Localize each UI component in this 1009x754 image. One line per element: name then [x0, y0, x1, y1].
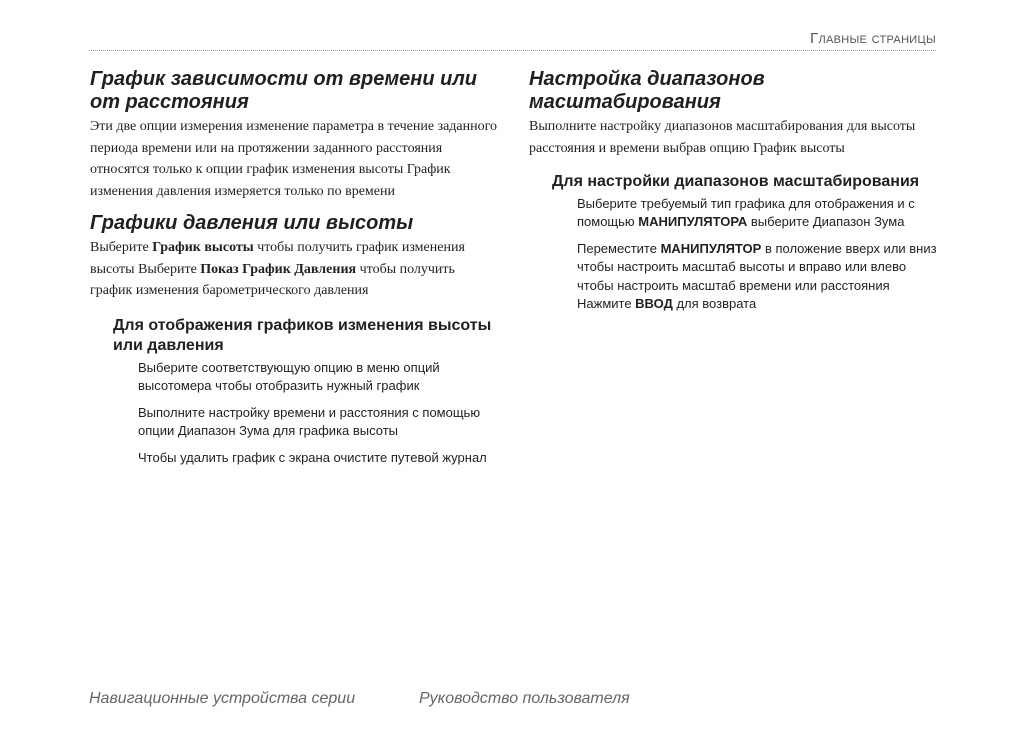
- text-run: Переместите: [577, 240, 661, 256]
- section-body-time-distance-graph: Эти две опции измерения изменение параметра в течение заданного периода времени или на протяжении заданного расстояния относятся только к опции график изменения высоты График изменения давления измеряется только по времени: [90, 119, 498, 199]
- section-body-zoom-ranges: Выполните настройку диапазонов масштабирования для высоты расстояния и времени выбрав опцию График высоты: [529, 119, 916, 156]
- procedure-step: [577, 240, 944, 314]
- section-title-pressure-altitude-graphs: Графики давления или высоты: [90, 212, 414, 234]
- header-divider: [89, 50, 936, 51]
- right-column: [529, 68, 944, 322]
- section-body-pressure-altitude-graphs: [90, 237, 500, 302]
- text-run: выберите Диапазон Зума: [747, 214, 905, 229]
- procedure-title-display-graphs: Для отображения графиков изменения высоты или давления: [113, 316, 492, 354]
- left-column: [90, 68, 500, 475]
- procedure-step: Выполните настройку времени и расстояния с помощью опции Диапазон Зума для графика высоты: [138, 404, 481, 438]
- bold-term-altitude-graph: График высоты: [152, 240, 254, 255]
- text-run: в положение вверх или вниз чтобы настроить масштаб высоты и вправо или влево чтобы настроить масштаб времени или расстояния Нажмите: [577, 240, 937, 311]
- bold-term-show-pressure-graph: Показ График Давления: [200, 261, 357, 277]
- text-run: Выберите требуемый тип графика для отображения и с помощью: [577, 195, 915, 229]
- section-title-time-distance-graph: График зависимости от времени или от расстояния: [90, 68, 478, 113]
- procedure-steps-display-graphs: [138, 359, 500, 468]
- text-run: чтобы получить график изменения барометрического давления: [90, 261, 455, 298]
- procedure-step: Выберите соответствующую опцию в меню опций высотомера чтобы отобразить нужный график: [138, 359, 440, 393]
- running-header: Главные страницы: [810, 30, 936, 47]
- footer-user-manual: Руководство пользователя: [419, 690, 630, 707]
- procedure-step: [577, 195, 944, 232]
- procedure-title-zoom-ranges: Для настройки диапазонов масштабирования: [552, 173, 920, 190]
- text-run: для возврата: [672, 296, 757, 311]
- bold-term-joystick: МАНИПУЛЯТОР: [660, 240, 762, 256]
- section-title-zoom-ranges: Настройка диапазонов масштабирования: [529, 68, 765, 113]
- procedure-step: Чтобы удалить график с экрана очистите путевой журнал: [138, 449, 487, 465]
- bold-term-enter: ВВОД: [635, 296, 673, 311]
- procedure-steps-zoom-ranges: [577, 195, 944, 314]
- text-run: чтобы получить график изменения высоты Выберите: [90, 240, 465, 277]
- footer-device-series: Навигационные устройства серии: [89, 690, 356, 707]
- text-run: Выберите: [90, 240, 153, 255]
- bold-term-joystick: МАНИПУЛЯТОРА: [638, 214, 748, 229]
